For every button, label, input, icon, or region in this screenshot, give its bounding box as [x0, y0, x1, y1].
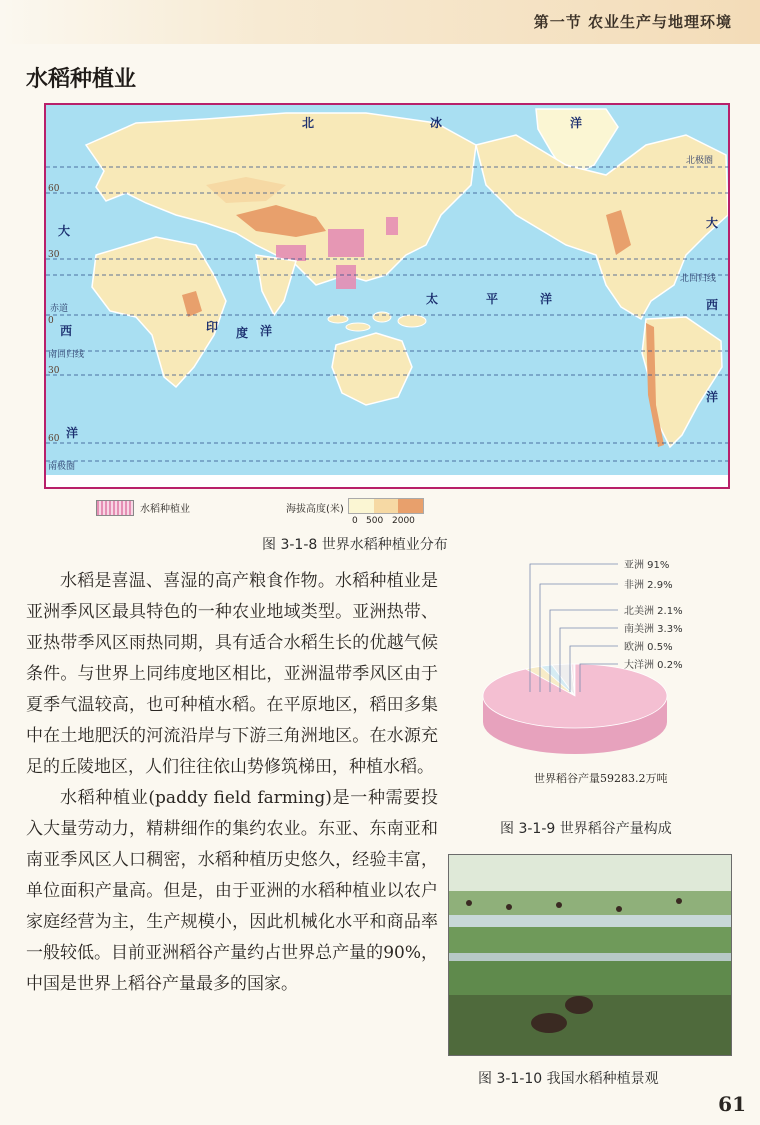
ocean-label: 洋	[570, 116, 583, 130]
tropic-capricorn-label: 南回归线	[48, 350, 85, 360]
page-number: 61	[718, 1092, 746, 1116]
legend-rice-swatch	[96, 500, 134, 516]
ocean-label: 平	[486, 292, 499, 306]
paragraph: 水稻是喜温、喜湿的高产粮食作物。水稻种植业是亚洲季风区最具特色的一种农业地域类型。亚洲热带、亚热带季风区雨热同期，具有适合水稻生长的优越气候条件。与世界上同纬度地区相比，亚洲温带季风区由于夏季气温较高，也可种植水稻。在平原地区，稻田多集中在土地肥沃的河流沿岸与下游三角洲地区。在水源充足的丘陵地区，人们往往依山势修筑梯田，种植水稻。	[26, 571, 438, 777]
landmass-africa	[92, 237, 226, 387]
lat-label: 60	[48, 434, 60, 444]
ocean-label: 洋	[66, 426, 79, 440]
ocean-label: 洋	[540, 292, 553, 306]
ocean-label: 度	[236, 326, 249, 340]
rice-area-japan	[386, 217, 398, 235]
tropic-cancer-label: 北回归线	[680, 274, 717, 284]
antarctic-circle-label: 南极圈	[48, 462, 76, 472]
pie-label-5: 大洋洲 0.2%	[624, 660, 683, 671]
rice-field-photo	[448, 854, 732, 1056]
elevation-tick: 500	[366, 516, 384, 526]
ocean-label: 太	[426, 292, 439, 306]
ocean-label: 冰	[430, 116, 443, 130]
landmass-antarctica	[46, 475, 728, 487]
legend-rice-label: 水稻种植业	[140, 504, 190, 515]
elevation-tick: 2000	[392, 516, 415, 526]
lat-label: 0	[48, 316, 54, 326]
landmass-india	[256, 255, 296, 315]
arctic-circle-label: 北极圈	[686, 156, 714, 166]
photo-svg	[449, 855, 731, 1055]
lat-label: 30	[48, 250, 60, 260]
ocean-label: 洋	[706, 390, 719, 404]
map-legend	[96, 496, 496, 532]
pie-label-3: 南美洲 3.3%	[624, 624, 683, 635]
pie-label-2: 北美洲 2.1%	[624, 606, 683, 617]
map-svg	[46, 105, 728, 487]
body-text	[26, 566, 438, 1000]
figure-caption-photo: 图 3-1-10 我国水稻种植景观	[478, 1071, 659, 1087]
paragraph: 水稻种植业(paddy field farming)是一种需要投入大量劳动力，精耕细作的集约农业。东亚、东南亚和南亚季风区人口稠密，水稻种植历史悠久，经验丰富，单位面积产量高。但是，由于亚洲的水稻种植业以农户家庭经营为主，生产规模小，因此机械化水平和商品率一般较低。目前亚洲稻谷产量约占世界总产量的90%，中国是世界上稻谷产量最多的国家。	[26, 788, 438, 994]
ocean-label: 大	[706, 216, 719, 230]
pie-label-0: 亚洲 91%	[624, 560, 670, 571]
lat-label: 30	[48, 366, 60, 376]
rice-production-pie-chart	[470, 556, 740, 801]
equator-label: 赤道	[50, 304, 69, 314]
world-rice-map	[44, 103, 730, 489]
pie-label-1: 非洲 2.9%	[624, 580, 673, 591]
ocean-label: 洋	[260, 324, 273, 338]
pie-slice-0	[483, 664, 667, 728]
lat-label: 60	[48, 184, 60, 194]
rice-area-south-china	[328, 229, 364, 257]
elevation-swatch-500	[374, 499, 399, 513]
landmass-australia	[332, 333, 412, 405]
pie-svg	[470, 556, 740, 801]
legend-elevation-title: 海拔高度(米)	[286, 504, 344, 515]
elevation-tick: 0	[352, 516, 358, 526]
figure-caption-map: 图 3-1-8 世界水稻种植业分布	[262, 537, 448, 553]
elevation-swatch-0	[349, 499, 374, 513]
ocean-label: 西	[706, 298, 719, 312]
pie-label-4: 欧洲 0.5%	[624, 642, 673, 653]
rice-area-indochina	[336, 265, 356, 289]
running-header: 第一节 农业生产与地理环境	[533, 13, 732, 31]
section-title: 水稻种植业	[26, 67, 137, 92]
ocean-label: 大	[58, 224, 71, 238]
figure-caption-pie: 图 3-1-9 世界稻谷产量构成	[500, 821, 672, 837]
ocean-label: 北	[302, 116, 315, 130]
pie-chart-title: 世界稻谷产量59283.2万吨	[534, 772, 668, 785]
elevation-scale	[348, 498, 424, 514]
elevation-swatch-2000	[398, 499, 423, 513]
latitude-labels	[48, 184, 60, 444]
ocean-label: 西	[60, 324, 73, 338]
ocean-label: 印	[206, 320, 219, 334]
